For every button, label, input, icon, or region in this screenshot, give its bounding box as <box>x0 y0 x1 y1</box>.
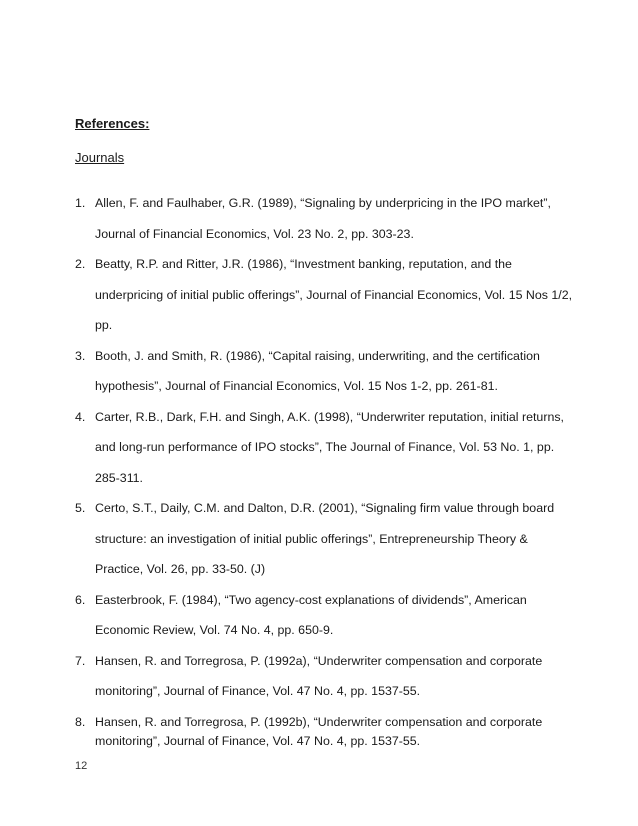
reference-number: 7. <box>75 653 86 668</box>
reference-text: Easterbrook, F. (1984), “Two agency-cost explanations of dividends”, American Economic Review, Vol. 74 No. 4, pp. 650-9. <box>95 592 527 637</box>
reference-text: Booth, J. and Smith, R. (1986), “Capital raising, underwriting, and the certification hypothesis”, Journal of Financial Economics, Vol. 15 Nos 1-2, pp. 261-81. <box>95 348 540 393</box>
reference-list <box>75 188 575 751</box>
reference-text: Hansen, R. and Torregrosa, P. (1992a), “Underwriter compensation and corporate monitoring”, Journal of Finance, Vol. 47 No. 4, pp. 1537-55. <box>95 653 543 698</box>
reference-text: Allen, F. and Faulhaber, G.R. (1989), “Signaling by underpricing in the IPO market”, Journal of Financial Economics, Vol. 23 No. 2, pp. 303-23. <box>95 196 551 241</box>
reference-item <box>75 188 575 249</box>
reference-text: Hansen, R. and Torregrosa, P. (1992b), “Underwriter compensation and corporate monitoring”, Journal of Finance, Vol. 47 No. 4, pp. 1537-55. <box>95 714 543 748</box>
references-heading: References: <box>75 116 150 131</box>
reference-text: Certo, S.T., Daily, C.M. and Dalton, D.R. (2001), “Signaling firm value through board structure: an investigation of initial public offerings”, Entrepreneurship Theory & Practice, Vol. 26, pp. 33-50. (J) <box>95 501 555 576</box>
reference-number: 4. <box>75 409 86 424</box>
reference-number: 5. <box>75 501 86 515</box>
reference-item <box>75 402 575 494</box>
reference-number: 1. <box>75 196 86 210</box>
reference-number: 6. <box>75 592 86 607</box>
reference-number: 2. <box>75 257 86 271</box>
page-number: 12 <box>75 760 88 772</box>
reference-item <box>75 493 575 585</box>
reference-number: 3. <box>75 348 86 363</box>
reference-item <box>75 585 575 646</box>
reference-item <box>75 707 575 751</box>
reference-text: Carter, R.B., Dark, F.H. and Singh, A.K. (1998), “Underwriter reputation, initial returns, and long-run performance of IPO stocks”, The Journal of Finance, Vol. 53 No. 1, pp. 285-311. <box>95 409 564 485</box>
reference-item <box>75 249 575 341</box>
reference-item <box>75 341 575 402</box>
reference-number: 8. <box>75 714 86 729</box>
journals-subheading: Journals <box>75 150 125 165</box>
reference-item <box>75 646 575 707</box>
reference-text: Beatty, R.P. and Ritter, J.R. (1986), “Investment banking, reputation, and the underpricing of initial public offerings”, Journal of Financial Economics, Vol. 15 Nos 1/2, pp. <box>95 257 573 332</box>
